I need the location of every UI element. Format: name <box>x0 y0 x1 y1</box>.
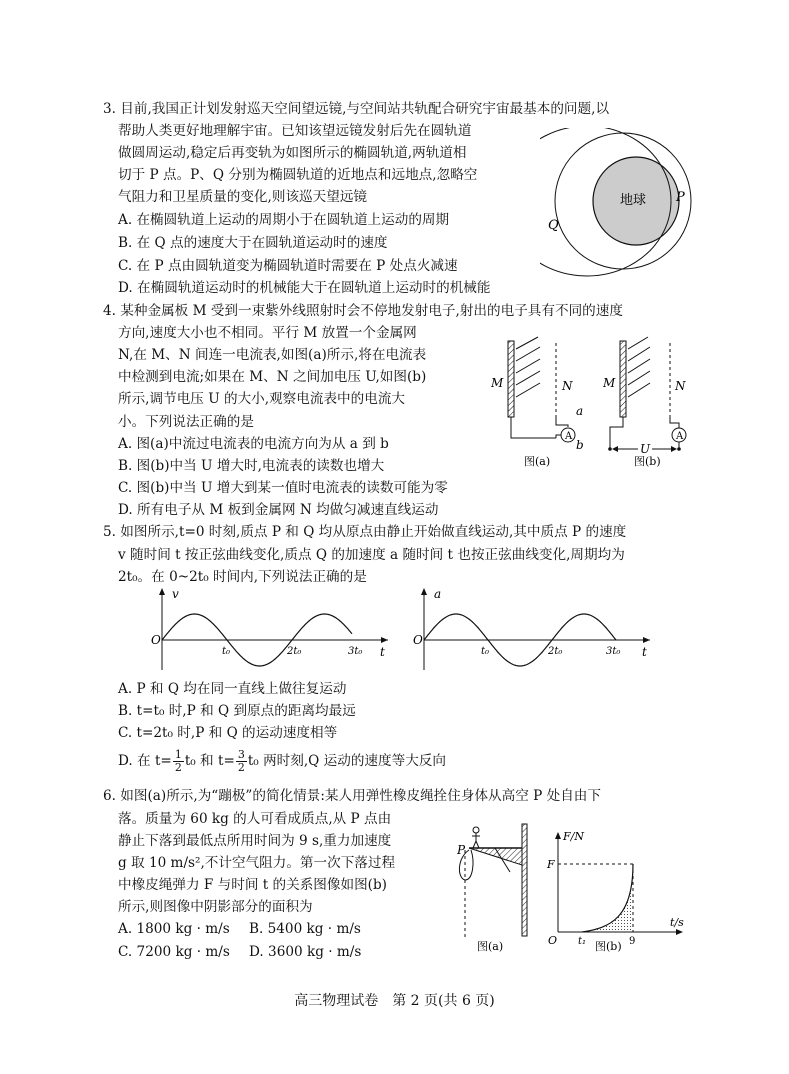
q3-line-1: 3. 目前,我国正计划发射巡天空间望远镜,与空间站共轨配合研究宇宙最基本的问题,以 <box>103 101 610 117</box>
q6-option-c: C. 7200 kg · m/s <box>118 944 230 960</box>
shaded-area <box>582 864 633 932</box>
q3-line-3: 做圆周运动,稳定后再变轨为如图所示的椭圆轨道,两轨道相 <box>118 145 467 161</box>
v-tick-3t0: 3t₀ <box>348 646 363 657</box>
fraction-one-half <box>173 749 184 774</box>
label-n-b: N <box>675 379 686 393</box>
orbit-figure <box>540 128 700 283</box>
ft-origin: O <box>548 934 558 947</box>
q5-line-3: 2t₀。在 0~2t₀ 时间内,下列说法正确的是 <box>118 569 367 585</box>
ft-f-tick: F <box>547 858 555 871</box>
q6-option-d: D. 3600 kg · m/s <box>249 944 362 960</box>
caption-b: 图(b) <box>634 455 661 468</box>
q6-option-b: B. 5400 kg · m/s <box>249 921 361 937</box>
q4-option-d: D. 所有电子从 M 板到金属网 N 均做匀减速直线运动 <box>118 502 439 518</box>
caption-a: 图(a) <box>524 455 551 468</box>
point-q-label: Q <box>548 218 559 233</box>
wire-left-a <box>511 417 556 438</box>
label-m-b: M <box>603 376 616 390</box>
cliff-wall <box>522 824 527 936</box>
label-m-a: M <box>491 376 504 390</box>
bungee-caption-a: 图(a) <box>477 940 504 953</box>
wire-right-a <box>556 417 568 427</box>
a-graph-ylabel: a <box>434 587 442 601</box>
v-graph-origin: O <box>151 633 161 647</box>
q4-option-b: B. 图(b)中当 U 增大时,电流表的读数也增大 <box>118 458 385 474</box>
ft-xlabel: t/s <box>670 916 684 929</box>
frac2-num: 3 <box>237 748 245 761</box>
q5-option-d <box>118 748 446 774</box>
q3-option-b: B. 在 Q 点的速度大于在圆轨道运动时的速度 <box>118 235 388 251</box>
acceleration-graph <box>410 586 655 672</box>
a-tick-2t0: 2t₀ <box>548 646 563 657</box>
circuit-figure <box>488 335 693 471</box>
q5-option-c: C. t=2t₀ 时,P 和 Q 的运动速度相等 <box>118 725 338 741</box>
q6-line-3: 静止下落到最低点所用时间为 9 s,重力加速度 <box>118 833 392 849</box>
bungee-caption-b: 图(b) <box>595 940 622 953</box>
q6-option-a: A. 1800 kg · m/s <box>118 921 230 937</box>
q3-line-5: 气阻力和卫星质量的变化,则该巡天望远镜 <box>118 189 368 205</box>
ammeter-a-label: A <box>565 431 573 442</box>
metal-plate-m-a <box>508 341 514 417</box>
velocity-graph <box>148 586 393 672</box>
q4-line-4: 中检测到电流;如果在 M、N 之间加电压 U,如图(b) <box>118 369 427 385</box>
q3-option-a: A. 在椭圆轨道上运动的周期小于在圆轨道上运动的周期 <box>118 212 450 228</box>
q4-line-5: 所示,调节电压 U 的大小,观察电流表中的电流大 <box>118 391 406 407</box>
point-p-label: P <box>676 190 685 205</box>
q4-line-2: 方向,速度大小也不相同。平行 M 放置一个金属网 <box>118 325 417 341</box>
earth-label: 地球 <box>620 193 647 208</box>
a-graph-origin: O <box>413 633 423 647</box>
platform <box>469 848 522 865</box>
a-tick-3t0: 3t₀ <box>606 646 621 657</box>
metal-plate-m-b <box>620 341 626 417</box>
force-time-graph <box>546 830 684 953</box>
person-icon <box>473 827 479 833</box>
v-tick-2t0: 2t₀ <box>287 646 302 657</box>
q6-line-6: 所示,则图像中阴影部分的面积为 <box>118 899 313 915</box>
q6-line-5: 中橡皮绳弹力 F 与时间 t 的关系图像如图(b) <box>118 877 387 893</box>
q5-d-post: t₀ 两时刻,Q 运动的速度等大反向 <box>247 753 446 769</box>
v-graph-ylabel: v <box>172 587 179 601</box>
q3-line-2: 帮助人类更好地理解宇宙。已知该望远镜发射后先在圆轨道 <box>118 123 472 139</box>
q6-line-1: 6. 如图(a)所示,为“蹦极”的简化情景:某人用弹性橡皮绳拴住身体从高空 P 处自由下 <box>103 788 601 804</box>
v-tick-t0: t₀ <box>222 646 231 657</box>
ammeter-b-label: A <box>676 431 684 442</box>
q6-line-2: 落。质量为 60 kg 的人可看成质点,从 P 点由 <box>118 811 392 827</box>
bungee-scene <box>456 824 527 953</box>
q3-option-c: C. 在 P 点由圆轨道变为椭圆轨道时需要在 P 处点火减速 <box>118 258 458 274</box>
q5-option-a: A. P 和 Q 均在同一直线上做往复运动 <box>118 681 347 697</box>
q4-line-1: 4. 某种金属板 M 受到一束紫外线照射时会不停地发射电子,射出的电子具有不同的速度 <box>103 303 623 319</box>
q4-option-a: A. 图(a)中流过电流表的电流方向为从 a 到 b <box>118 436 389 452</box>
bungee-figure <box>455 820 690 955</box>
q4-line-3: N,在 M、N 间连一电流表,如图(a)所示,将在电流表 <box>118 347 427 363</box>
frac1-num: 1 <box>174 748 182 761</box>
a-tick-t0: t₀ <box>481 646 490 657</box>
fraction-three-halves <box>236 749 247 774</box>
q5-d-pre: D. 在 t= <box>118 753 172 769</box>
uv-rays-b <box>628 337 650 397</box>
q5-option-b: B. t=t₀ 时,P 和 Q 到原点的距离均最远 <box>118 703 356 719</box>
frac2-den: 2 <box>237 761 245 774</box>
figure-a <box>490 337 584 468</box>
label-n-a: N <box>562 379 573 393</box>
q5-line-2: v 随时间 t 按正弦曲线变化,质点 Q 的加速度 a 随时间 t 也按正弦曲线变化,周期均为 <box>118 547 625 563</box>
page-footer: 高三物理试卷 第 2 页(共 6 页) <box>294 993 495 1009</box>
point-p-label: P <box>457 843 466 857</box>
frac1-den: 2 <box>174 761 182 774</box>
ft-t1-tick: t₁ <box>578 936 587 947</box>
q3-line-4: 切于 P 点。P、Q 分别为椭圆轨道的近地点和远地点,忽略空 <box>118 167 478 183</box>
q4-line-6: 小。下列说法正确的是 <box>118 414 254 430</box>
ft-nine-tick: 9 <box>629 936 636 947</box>
label-a: a <box>576 404 584 418</box>
q4-option-c: C. 图(b)中当 U 增大到某一值时电流表的读数可能为零 <box>118 480 448 496</box>
q5-d-mid: t₀ 和 t= <box>184 753 235 769</box>
a-graph-xlabel: t <box>642 645 647 659</box>
ft-ylabel: F/N <box>563 830 584 843</box>
label-u: U <box>640 442 651 456</box>
v-graph-xlabel: t <box>380 645 385 659</box>
label-b: b <box>576 438 584 452</box>
figure-b <box>602 337 686 468</box>
uv-rays-a <box>516 337 540 397</box>
q6-line-4: g 取 10 m/s²,不计空气阻力。第一次下落过程 <box>118 855 396 871</box>
q5-line-1: 5. 如图所示,t=0 时刻,质点 P 和 Q 均从原点由静止开始做直线运动,其中质点 P 的速度 <box>103 524 627 540</box>
q3-option-d: D. 在椭圆轨道运动时的机械能大于在圆轨道上运动时的机械能 <box>118 280 491 296</box>
